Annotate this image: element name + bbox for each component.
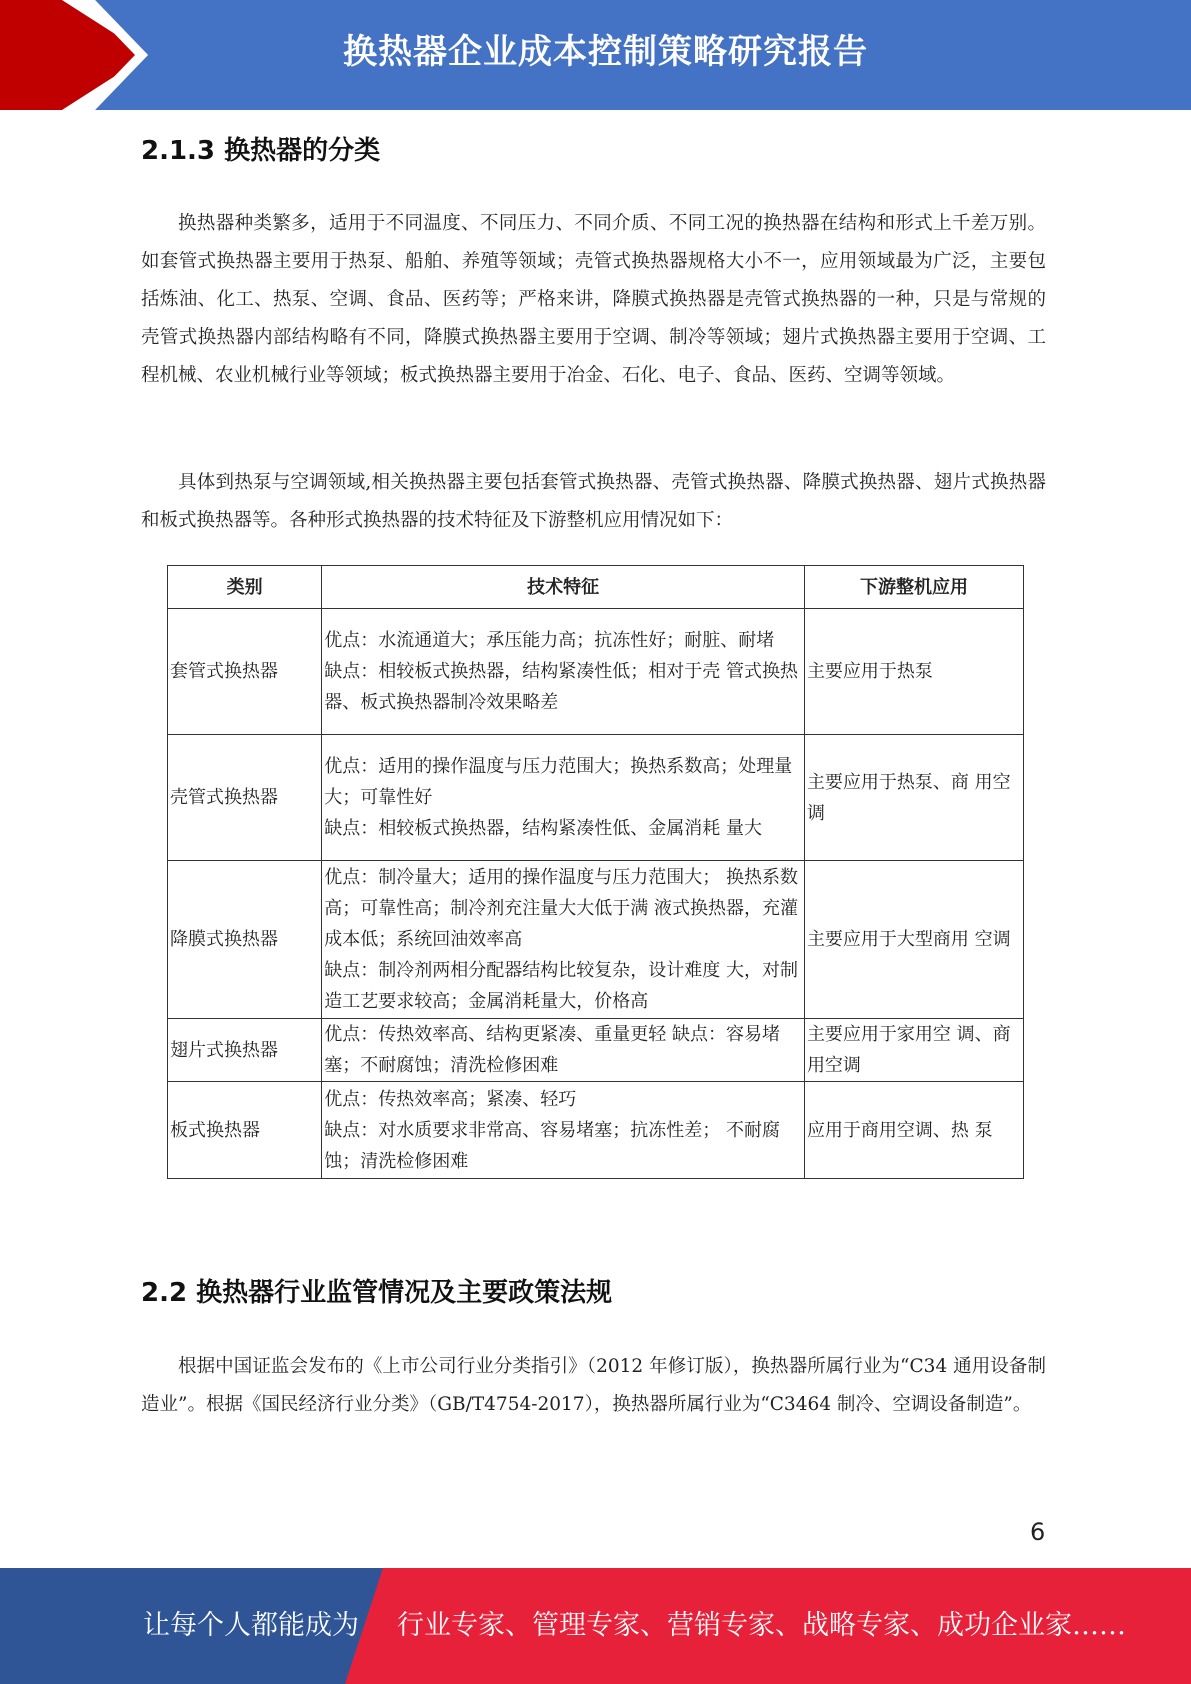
cell-category: 套管式换热器 [168,609,322,735]
heat-exchanger-comparison-table [167,565,1024,1179]
table-row [168,1082,1024,1179]
page-footer-banner [0,1568,1191,1684]
cell-features [322,1082,805,1179]
feature-cons: 缺点：制冷剂两相分配器结构比较复杂，设计难度 大，对制造工艺要求较高；金属消耗量大，价格高 [324,960,799,1012]
column-header-features: 技术特征 [322,566,805,609]
cell-application: 主要应用于热泵 [804,609,1023,735]
column-header-category: 类别 [168,566,322,609]
column-header-application: 下游整机应用 [804,566,1023,609]
feature-pros-cons: 优点：传热效率高、结构更紧凑、重量更轻 缺点：容易堵塞；不耐腐蚀；清洗检修困难 [324,1024,781,1076]
table-row [168,1019,1024,1082]
cell-features [322,735,805,861]
cell-application: 主要应用于热泵、商 用空调 [804,735,1023,861]
footer-slogan-left: 让每个人都能成为 [143,1610,359,1641]
feature-pros: 优点：制冷量大；适用的操作温度与压力范围大； 换热系数高；可靠性高；制冷剂充注量大大低于满 液式换热器，充灌成本低；系统回油效率高 [324,867,799,950]
footer-slogan-right: 行业专家、管理专家、营销专家、战略专家、成功企业家…… [397,1610,1126,1641]
table-row [168,735,1024,861]
paragraph-classification: 换热器种类繁多，适用于不同温度、不同压力、不同介质、不同工况的换热器在结构和形式上千差万别。如套管式换热器主要用于热泵、船舶、养殖等领域；壳管式换热器规格大小不一，应用领域最为广泛，主要包括炼油、化工、热泵、空调、食品、医药等；严格来讲，降膜式换热器是壳管式换热器的一种，只是与常规的壳管式换热器内部结构略有不同，降膜式换热器主要用于空调、制冷等领域；翅片式换热器主要用于空调、工程机械、农业机械行业等领域；板式换热器主要用于冶金、石化、电子、食品、医药、空调等领域。 [141,213,1046,386]
feature-cons: 缺点：相较板式换热器，结构紧凑性低；相对于壳 管式换热器、板式换热器制冷效果略差 [324,661,799,713]
cell-category: 翅片式换热器 [168,1019,322,1082]
feature-cons: 缺点：相较板式换热器，结构紧凑性低、金属消耗 量大 [324,818,763,839]
document-title: 换热器企业成本控制策略研究报告 [343,32,868,72]
section-heading-2-1-3: 2.1.3 换热器的分类 [141,136,381,166]
paragraph-industry-classification: 根据中国证监会发布的《上市公司行业分类指引》（2012 年修订版），换热器所属行业为“C34 通用设备制造业”。根据《国民经济行业分类》（GB/T4754-2017），换热器所属行业为“C3464 制冷、空调设备制造”。 [141,1356,1046,1415]
cell-category: 板式换热器 [168,1082,322,1179]
feature-pros: 优点：适用的操作温度与压力范围大；换热系数高；处理量大；可靠性好 [324,756,793,808]
feature-pros: 优点：传热效率高；紧凑、轻巧 [324,1088,577,1110]
page-header-banner [0,0,1191,110]
table-header-row [168,566,1024,609]
cell-category: 降膜式换热器 [168,861,322,1019]
feature-pros: 优点：水流通道大；承压能力高；抗冻性好；耐脏、耐堵 [324,630,775,651]
cell-application: 主要应用于家用空 调、商用空调 [804,1019,1023,1082]
table-row [168,609,1024,735]
cell-features [322,609,805,735]
cell-application: 应用于商用空调、热 泵 [804,1082,1023,1179]
cell-features [322,1019,805,1082]
paragraph-heat-pump-ac: 具体到热泵与空调领域,相关换热器主要包括套管式换热器、壳管式换热器、降膜式换热器、翅片式换热器和板式换热器等。各种形式换热器的技术特征及下游整机应用情况如下： [141,472,1046,531]
cell-application: 主要应用于大型商用 空调 [804,861,1023,1019]
feature-cons: 缺点：对水质要求非常高、容易堵塞；抗冻性差； 不耐腐蚀；清洗检修困难 [324,1119,781,1172]
section-heading-2-2: 2.2 换热器行业监管情况及主要政策法规 [141,1278,613,1308]
table-row [168,861,1024,1019]
page-number: 6 [1030,1518,1046,1546]
cell-features [322,861,805,1019]
cell-category: 壳管式换热器 [168,735,322,861]
